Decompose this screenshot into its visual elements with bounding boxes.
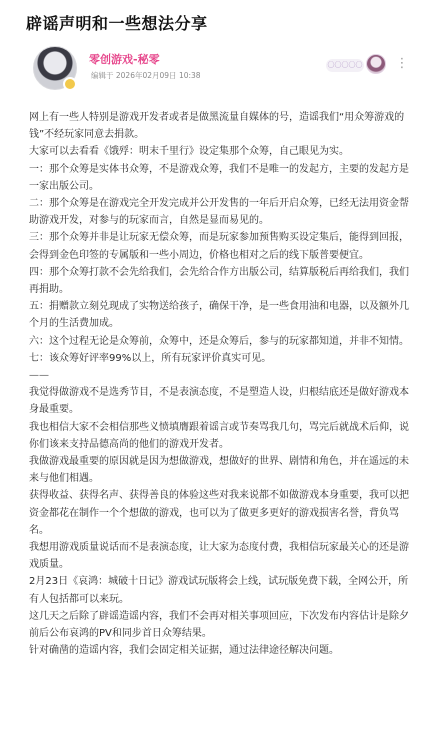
more-vertical-icon[interactable]: ⋮ [395,56,409,71]
paragraph: 2月23日《哀鸿：城破十日记》游戏试玩版将会上线，试玩版免费下载，全网公开，所有人包括都可以来玩。 [29,576,409,605]
post-timestamp: 编辑于 2026年02月09日 10:38 [91,71,201,80]
paragraph: 一：那个众筹是实体书众筹，不是游戏众筹，我们不是唯一的发起方，主要的发起方是一家出版公司。 [29,163,409,192]
paragraph: 三：那个众筹并非是让玩家无偿众筹，而是玩家参加预售购买设定集后，能得到回报，会得到金色印签的专属版和一些小周边，价格也相对之后的线下版普要便宜。 [29,232,409,261]
author-row [33,46,413,94]
paragraph: 这几天之后除了辟谣造谣内容，我们不会再对相关事项回应，下次发布内容估计是除夕前后公布哀鸿的PV和同步首日众筹结果。 [29,610,409,640]
fan-badge: 〇〇〇〇〇 [326,59,364,72]
author-name[interactable]: 零创游戏-秘零 [89,53,160,66]
paragraph: 获得收益、获得名声、获得善良的体验这些对我来说都不如做游戏本身重要，我可以把资金都花在制作一个个想做的游戏，也可以为了做更多更好的游戏损害名誉，背负骂名。 [29,490,409,536]
fan-avatar[interactable] [366,54,386,74]
paragraph: 我觉得做游戏不是选秀节目，不是表演态度，不是塑造人设，归根结底还是做好游戏本身最重要。 [29,387,409,416]
paragraph: 四：那个众筹打款不会先给我们，会先给合作方出版公司，结算版税后再给我们，我们再捐助。 [29,266,409,296]
post-content [29,109,415,660]
paragraph: 我想用游戏质量说话而不是表演态度，让大家为态度付费，我相信玩家最关心的还是游戏质量。 [29,542,409,571]
paragraph: 六：这个过程无论是众筹前，众筹中，还是众筹后，参与的玩家都知道，并非不知情。 [29,335,409,347]
paragraph: 二：那个众筹是在游戏完全开发完成并公开发售的一年后开启众筹，已经无法用资金帮助游戏开发，对参与的玩家而言，自然是显而易见的。 [29,198,409,227]
paragraph: 七：该众筹好评率99%以上，所有玩家评价真实可见。 [29,352,272,364]
paragraph: 大家可以去看看《饿殍：明末千里行》设定集那个众筹，自己眼见为实。 [29,146,349,158]
divider: —— [29,370,49,382]
paragraph: 网上有一些人特别是游戏开发者或者是做黑流量自媒体的号，造谣我们“用众筹游戏的钱”不经玩家同意去捐款。 [29,112,405,141]
page-title: 辟谣声明和一些想法分享 [26,14,208,33]
paragraph: 五：捐赠款立刻兑现成了实物送给孩子，确保干净，是一些食用油和电器，以及额外几个月的生活费加成。 [29,301,409,330]
paragraph: 我做游戏最重要的原因就是因为想做游戏，想做好的世界、剧情和角色，并在遥远的未来与他们相遇。 [29,456,409,485]
paragraph: 我也相信大家不会相信那些义愤填膺跟着谣言或节奏骂我几句，骂完后就战术后仰，说你们该来支持品德高尚的他们的游戏开发者。 [29,421,409,450]
paragraph: 针对确凿的造谣内容，我们会固定相关证据，通过法律途径解决问题。 [29,645,339,657]
verified-badge-icon [63,77,77,91]
